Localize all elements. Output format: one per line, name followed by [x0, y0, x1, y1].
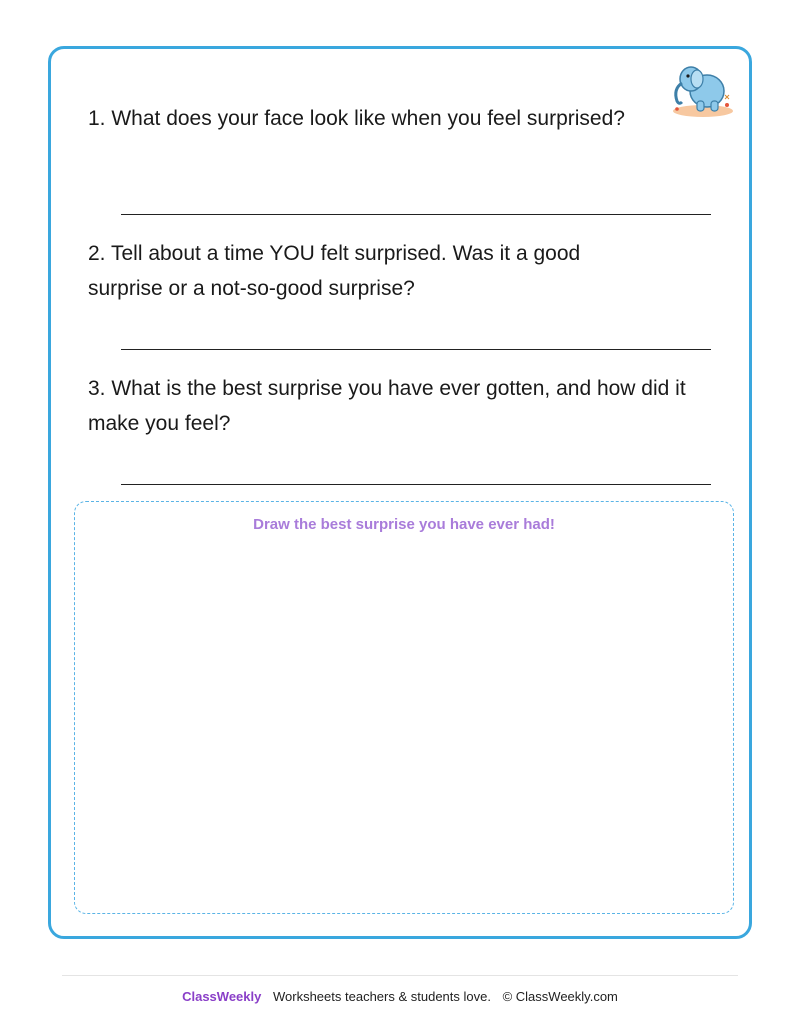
drawing-area[interactable]: [74, 501, 734, 914]
footer-brand: ClassWeekly: [182, 989, 262, 1004]
question-3: 3. What is the best surprise you have ever gotten, and how did it make you feel?: [88, 377, 686, 435]
question-1: 1. What does your face look like when you feel surprised?: [88, 107, 625, 130]
footer-tagline: Worksheets teachers & students love.: [272, 989, 491, 1004]
answer-line-3[interactable]: [121, 484, 711, 485]
drawing-prompt: Draw the best surprise you have ever had!: [253, 516, 555, 533]
answer-line-2[interactable]: [121, 349, 711, 350]
footer: [0, 989, 800, 1004]
answer-line-1[interactable]: [121, 214, 711, 215]
footer-divider: [62, 975, 738, 976]
footer-copyright: © ClassWeekly.com: [502, 989, 618, 1004]
question-2: 2. Tell about a time YOU felt surprised. Was it a good surprise or a not-so-good surprise?: [88, 242, 581, 300]
worksheet-frame: [48, 46, 752, 939]
